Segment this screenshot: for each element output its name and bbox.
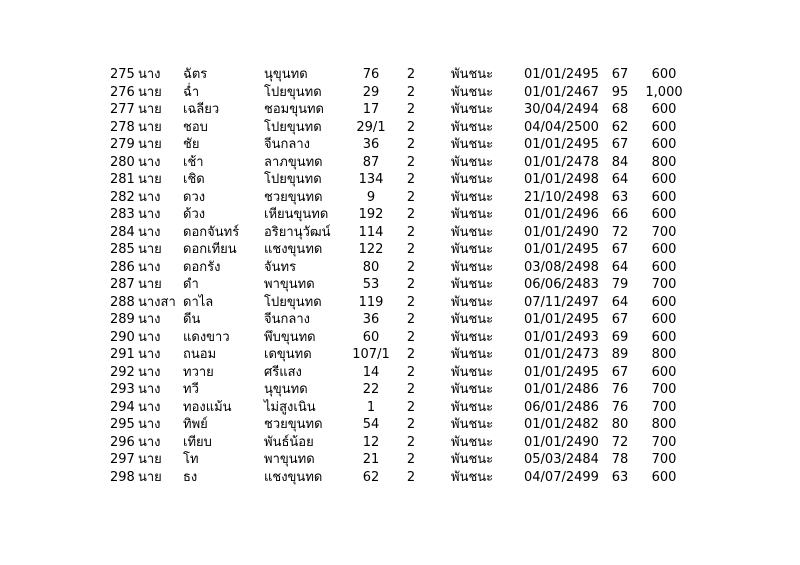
village-number-cell: 2 bbox=[406, 382, 416, 397]
village-number-cell: 2 bbox=[406, 364, 416, 380]
birth-date-cell: 06/01/2486 bbox=[524, 399, 599, 415]
age-cell: 62 bbox=[611, 119, 629, 135]
table-row bbox=[0, 364, 800, 382]
allowance-amount-cell: 800 bbox=[651, 347, 677, 362]
surname-cell: ไม่สูงเนิน bbox=[264, 399, 316, 415]
row-number-cell: 277 bbox=[110, 102, 135, 117]
age-cell: 67 bbox=[611, 312, 629, 327]
birth-date-cell: 05/03/2484 bbox=[524, 452, 599, 467]
surname-cell: อริยานุวัฒน์ bbox=[264, 224, 331, 240]
age-cell: 64 bbox=[611, 259, 629, 275]
village-number-cell: 2 bbox=[406, 242, 416, 257]
title-prefix-cell: นาง bbox=[138, 154, 161, 170]
house-number-cell: 122 bbox=[358, 242, 384, 257]
village-number-cell: 2 bbox=[406, 329, 416, 345]
table-row bbox=[0, 136, 800, 154]
village-number-cell: 2 bbox=[406, 347, 416, 362]
subdistrict-cell: พันชนะ bbox=[451, 294, 494, 310]
age-cell: 66 bbox=[611, 207, 629, 222]
birth-date-cell: 01/01/2495 bbox=[524, 242, 599, 257]
age-cell: 64 bbox=[611, 294, 629, 310]
birth-date-cell: 30/04/2494 bbox=[524, 102, 599, 117]
surname-cell: แชงขุนทด bbox=[264, 469, 323, 485]
village-number-cell: 2 bbox=[406, 434, 416, 450]
first-name-cell: ทวี bbox=[183, 382, 199, 397]
first-name-cell: ดาไล bbox=[183, 294, 214, 310]
title-prefix-cell: นาย bbox=[138, 137, 162, 152]
row-number-cell: 286 bbox=[110, 259, 135, 275]
first-name-cell: ทองแม้น bbox=[183, 399, 232, 415]
title-prefix-cell: นาง bbox=[138, 417, 161, 432]
village-number-cell: 2 bbox=[406, 154, 416, 170]
subdistrict-cell: พันชนะ bbox=[451, 172, 494, 187]
age-cell: 63 bbox=[611, 189, 629, 205]
table-row bbox=[0, 381, 800, 399]
surname-cell: โปยขุนทด bbox=[264, 119, 322, 135]
title-prefix-cell: นาย bbox=[138, 452, 162, 467]
house-number-cell: 12 bbox=[362, 434, 380, 450]
birth-date-cell: 01/01/2495 bbox=[524, 137, 599, 152]
birth-date-cell: 01/01/2495 bbox=[524, 312, 599, 327]
surname-cell: พึบขุนทด bbox=[264, 329, 316, 345]
subdistrict-cell: พันชนะ bbox=[451, 154, 494, 170]
row-number-cell: 290 bbox=[110, 329, 135, 345]
surname-cell: เหียนขุนทด bbox=[264, 207, 329, 222]
first-name-cell: ชัย bbox=[183, 137, 200, 152]
house-number-cell: 114 bbox=[358, 224, 384, 240]
age-cell: 67 bbox=[611, 364, 629, 380]
title-prefix-cell: นาง bbox=[138, 67, 161, 82]
birth-date-cell: 21/10/2498 bbox=[524, 189, 599, 205]
age-cell: 80 bbox=[611, 417, 629, 432]
title-prefix-cell: นาย bbox=[138, 102, 162, 117]
age-cell: 89 bbox=[611, 347, 629, 362]
first-name-cell: เทียบ bbox=[183, 434, 212, 450]
age-cell: 76 bbox=[611, 399, 629, 415]
subdistrict-cell: พันชนะ bbox=[451, 434, 494, 450]
age-cell: 64 bbox=[611, 172, 629, 187]
village-number-cell: 2 bbox=[406, 224, 416, 240]
village-number-cell: 2 bbox=[406, 469, 416, 485]
surname-cell: นุขุนทด bbox=[264, 67, 308, 82]
allowance-amount-cell: 700 bbox=[651, 382, 677, 397]
house-number-cell: 134 bbox=[358, 172, 384, 187]
subdistrict-cell: พันชนะ bbox=[451, 347, 494, 362]
birth-date-cell: 04/04/2500 bbox=[524, 119, 599, 135]
house-number-cell: 76 bbox=[362, 67, 380, 82]
subdistrict-cell: พันชนะ bbox=[451, 364, 494, 380]
allowance-amount-cell: 600 bbox=[651, 207, 677, 222]
allowance-amount-cell: 800 bbox=[651, 154, 677, 170]
surname-cell: ลาภขุนทด bbox=[264, 154, 323, 170]
surname-cell: จีนกลาง bbox=[264, 137, 310, 152]
birth-date-cell: 01/01/2473 bbox=[524, 347, 599, 362]
title-prefix-cell: นาย bbox=[138, 277, 162, 292]
table-row bbox=[0, 66, 800, 84]
surname-cell: โปยขุนทด bbox=[264, 172, 322, 187]
first-name-cell: ดอกรัง bbox=[183, 259, 221, 275]
title-prefix-cell: นาง bbox=[138, 207, 161, 222]
table-row bbox=[0, 311, 800, 329]
row-number-cell: 291 bbox=[110, 347, 135, 362]
allowance-amount-cell: 600 bbox=[651, 294, 677, 310]
first-name-cell: ดวง bbox=[183, 189, 206, 205]
village-number-cell: 2 bbox=[406, 452, 416, 467]
first-name-cell: ธง bbox=[183, 469, 198, 485]
birth-date-cell: 06/06/2483 bbox=[524, 277, 599, 292]
subdistrict-cell: พันชนะ bbox=[451, 67, 494, 82]
house-number-cell: 1 bbox=[366, 399, 376, 415]
birth-date-cell: 04/07/2499 bbox=[524, 469, 599, 485]
age-cell: 79 bbox=[611, 277, 629, 292]
birth-date-cell: 01/01/2495 bbox=[524, 67, 599, 82]
first-name-cell: ถนอม bbox=[183, 347, 217, 362]
title-prefix-cell: นาง bbox=[138, 347, 161, 362]
subdistrict-cell: พันชนะ bbox=[451, 102, 494, 117]
village-number-cell: 2 bbox=[406, 312, 416, 327]
first-name-cell: ฉัตร bbox=[183, 67, 208, 82]
row-number-cell: 281 bbox=[110, 172, 135, 187]
birth-date-cell: 01/01/2478 bbox=[524, 154, 599, 170]
birth-date-cell: 01/01/2490 bbox=[524, 434, 599, 450]
allowance-amount-cell: 700 bbox=[651, 224, 677, 240]
first-name-cell: ดีน bbox=[183, 312, 201, 327]
birth-date-cell: 01/01/2495 bbox=[524, 364, 599, 380]
row-number-cell: 280 bbox=[110, 154, 135, 170]
table-row bbox=[0, 451, 800, 469]
house-number-cell: 29/1 bbox=[356, 119, 386, 135]
title-prefix-cell: นาง bbox=[138, 224, 161, 240]
allowance-amount-cell: 600 bbox=[651, 102, 677, 117]
row-number-cell: 287 bbox=[110, 277, 135, 292]
table-row bbox=[0, 346, 800, 364]
row-number-cell: 276 bbox=[110, 84, 135, 100]
age-cell: 67 bbox=[611, 67, 629, 82]
allowance-amount-cell: 700 bbox=[651, 399, 677, 415]
row-number-cell: 282 bbox=[110, 189, 135, 205]
table-row bbox=[0, 399, 800, 417]
title-prefix-cell: นาง bbox=[138, 329, 161, 345]
birth-date-cell: 07/11/2497 bbox=[524, 294, 599, 310]
subdistrict-cell: พันชนะ bbox=[451, 224, 494, 240]
row-number-cell: 289 bbox=[110, 312, 135, 327]
house-number-cell: 87 bbox=[362, 154, 380, 170]
village-number-cell: 2 bbox=[406, 207, 416, 222]
allowance-amount-cell: 700 bbox=[651, 434, 677, 450]
subdistrict-cell: พันชนะ bbox=[451, 259, 494, 275]
surname-cell: โปยขุนทด bbox=[264, 294, 322, 310]
row-number-cell: 293 bbox=[110, 382, 135, 397]
title-prefix-cell: นาง bbox=[138, 399, 161, 415]
first-name-cell: โท bbox=[183, 452, 199, 467]
title-prefix-cell: นาง bbox=[138, 259, 161, 275]
table-row bbox=[0, 434, 800, 452]
table-row bbox=[0, 224, 800, 242]
surname-cell: ชอมขุนทด bbox=[264, 102, 324, 117]
first-name-cell: ดอกจันทร์ bbox=[183, 224, 240, 240]
surname-cell: เดขุนทด bbox=[264, 347, 312, 362]
table-row bbox=[0, 84, 800, 102]
table-row bbox=[0, 241, 800, 259]
allowance-amount-cell: 600 bbox=[651, 189, 677, 205]
house-number-cell: 14 bbox=[362, 364, 380, 380]
allowance-amount-cell: 600 bbox=[651, 469, 677, 485]
birth-date-cell: 01/01/2496 bbox=[524, 207, 599, 222]
row-number-cell: 295 bbox=[110, 417, 135, 432]
table-row bbox=[0, 276, 800, 294]
age-cell: 69 bbox=[611, 329, 629, 345]
row-number-cell: 297 bbox=[110, 452, 135, 467]
row-number-cell: 275 bbox=[110, 67, 135, 82]
birth-date-cell: 01/01/2482 bbox=[524, 417, 599, 432]
allowance-amount-cell: 600 bbox=[651, 259, 677, 275]
title-prefix-cell: นาย bbox=[138, 119, 162, 135]
house-number-cell: 29 bbox=[362, 84, 380, 100]
village-number-cell: 2 bbox=[406, 137, 416, 152]
title-prefix-cell: นาง bbox=[138, 312, 161, 327]
subdistrict-cell: พันชนะ bbox=[451, 469, 494, 485]
table-row bbox=[0, 416, 800, 434]
title-prefix-cell: นางสา bbox=[138, 294, 176, 310]
allowance-amount-cell: 600 bbox=[651, 67, 677, 82]
allowance-amount-cell: 600 bbox=[651, 137, 677, 152]
village-number-cell: 2 bbox=[406, 277, 416, 292]
subdistrict-cell: พันชนะ bbox=[451, 277, 494, 292]
table-row bbox=[0, 119, 800, 137]
allowance-amount-cell: 600 bbox=[651, 364, 677, 380]
age-cell: 78 bbox=[611, 452, 629, 467]
title-prefix-cell: นาง bbox=[138, 382, 161, 397]
first-name-cell: ชอบ bbox=[183, 119, 208, 135]
age-cell: 72 bbox=[611, 224, 629, 240]
allowance-amount-cell: 700 bbox=[651, 452, 677, 467]
first-name-cell: เช้า bbox=[183, 154, 204, 170]
subdistrict-cell: พันชนะ bbox=[451, 84, 494, 100]
birth-date-cell: 01/01/2490 bbox=[524, 224, 599, 240]
birth-date-cell: 01/01/2467 bbox=[524, 84, 599, 100]
title-prefix-cell: นาย bbox=[138, 242, 162, 257]
age-cell: 95 bbox=[611, 84, 629, 100]
age-cell: 67 bbox=[611, 242, 629, 257]
house-number-cell: 36 bbox=[362, 137, 380, 152]
table-row bbox=[0, 259, 800, 277]
house-number-cell: 36 bbox=[362, 312, 380, 327]
birth-date-cell: 01/01/2486 bbox=[524, 382, 599, 397]
subdistrict-cell: พันชนะ bbox=[451, 312, 494, 327]
first-name-cell: ทิพย์ bbox=[183, 417, 208, 432]
table-row bbox=[0, 189, 800, 207]
village-number-cell: 2 bbox=[406, 172, 416, 187]
row-number-cell: 296 bbox=[110, 434, 135, 450]
subdistrict-cell: พันชนะ bbox=[451, 452, 494, 467]
table-row bbox=[0, 171, 800, 189]
row-number-cell: 298 bbox=[110, 469, 135, 485]
title-prefix-cell: นาง bbox=[138, 434, 161, 450]
birth-date-cell: 01/01/2498 bbox=[524, 172, 599, 187]
house-number-cell: 54 bbox=[362, 417, 380, 432]
subdistrict-cell: พันชนะ bbox=[451, 382, 494, 397]
age-cell: 67 bbox=[611, 137, 629, 152]
village-number-cell: 2 bbox=[406, 84, 416, 100]
house-number-cell: 192 bbox=[358, 207, 384, 222]
allowance-amount-cell: 600 bbox=[651, 329, 677, 345]
age-cell: 63 bbox=[611, 469, 629, 485]
house-number-cell: 53 bbox=[362, 277, 380, 292]
house-number-cell: 60 bbox=[362, 329, 380, 345]
surname-cell: ชวยขุนทด bbox=[264, 189, 323, 205]
village-number-cell: 2 bbox=[406, 102, 416, 117]
surname-cell: จีนกลาง bbox=[264, 312, 310, 327]
first-name-cell: ทวาย bbox=[183, 364, 214, 380]
row-number-cell: 294 bbox=[110, 399, 135, 415]
age-cell: 68 bbox=[611, 102, 629, 117]
subdistrict-cell: พันชนะ bbox=[451, 329, 494, 345]
title-prefix-cell: นาย bbox=[138, 84, 162, 100]
allowance-amount-cell: 800 bbox=[651, 417, 677, 432]
surname-cell: นุขุนทด bbox=[264, 382, 308, 397]
subdistrict-cell: พันชนะ bbox=[451, 207, 494, 222]
house-number-cell: 119 bbox=[358, 294, 384, 310]
row-number-cell: 285 bbox=[110, 242, 135, 257]
first-name-cell: เฉลียว bbox=[183, 102, 220, 117]
surname-cell: จันทร bbox=[264, 259, 297, 275]
house-number-cell: 22 bbox=[362, 382, 380, 397]
table-row bbox=[0, 101, 800, 119]
table-row bbox=[0, 329, 800, 347]
row-number-cell: 288 bbox=[110, 294, 135, 310]
allowance-amount-cell: 600 bbox=[651, 242, 677, 257]
row-number-cell: 283 bbox=[110, 207, 135, 222]
row-number-cell: 284 bbox=[110, 224, 135, 240]
house-number-cell: 21 bbox=[362, 452, 380, 467]
first-name-cell: แดงขาว bbox=[183, 329, 230, 345]
birth-date-cell: 01/01/2493 bbox=[524, 329, 599, 345]
village-number-cell: 2 bbox=[406, 119, 416, 135]
row-number-cell: 279 bbox=[110, 137, 135, 152]
surname-cell: พันธ์น้อย bbox=[264, 434, 314, 450]
house-number-cell: 9 bbox=[366, 189, 376, 205]
subdistrict-cell: พันชนะ bbox=[451, 242, 494, 257]
birth-date-cell: 03/08/2498 bbox=[524, 259, 599, 275]
table-row bbox=[0, 154, 800, 172]
surname-cell: ชวยขุนทด bbox=[264, 417, 323, 432]
house-number-cell: 107/1 bbox=[352, 347, 390, 362]
table-row bbox=[0, 206, 800, 224]
village-number-cell: 2 bbox=[406, 67, 416, 82]
title-prefix-cell: นาง bbox=[138, 364, 161, 380]
subdistrict-cell: พันชนะ bbox=[451, 119, 494, 135]
house-number-cell: 17 bbox=[362, 102, 380, 117]
subdistrict-cell: พันชนะ bbox=[451, 417, 494, 432]
table-row bbox=[0, 469, 800, 487]
first-name-cell: ดำ bbox=[183, 277, 199, 292]
age-cell: 84 bbox=[611, 154, 629, 170]
allowance-amount-cell: 600 bbox=[651, 119, 677, 135]
first-name-cell: เชิด bbox=[183, 172, 205, 187]
house-number-cell: 62 bbox=[362, 469, 380, 485]
surname-cell: ศรีแสง bbox=[264, 364, 302, 380]
data-table bbox=[0, 66, 800, 486]
title-prefix-cell: นาย bbox=[138, 172, 162, 187]
village-number-cell: 2 bbox=[406, 259, 416, 275]
village-number-cell: 2 bbox=[406, 399, 416, 415]
first-name-cell: ฉ่ำ bbox=[183, 84, 200, 100]
first-name-cell: ดอกเทียน bbox=[183, 242, 237, 257]
first-name-cell: ด้วง bbox=[183, 207, 206, 222]
village-number-cell: 2 bbox=[406, 294, 416, 310]
age-cell: 76 bbox=[611, 382, 629, 397]
subdistrict-cell: พันชนะ bbox=[451, 399, 494, 415]
subdistrict-cell: พันชนะ bbox=[451, 189, 494, 205]
allowance-amount-cell: 700 bbox=[651, 277, 677, 292]
surname-cell: แชงขุนทด bbox=[264, 242, 323, 257]
allowance-amount-cell: 1,000 bbox=[645, 84, 683, 100]
age-cell: 72 bbox=[611, 434, 629, 450]
allowance-amount-cell: 600 bbox=[651, 172, 677, 187]
village-number-cell: 2 bbox=[406, 417, 416, 432]
row-number-cell: 278 bbox=[110, 119, 135, 135]
village-number-cell: 2 bbox=[406, 189, 416, 205]
table-row bbox=[0, 294, 800, 312]
allowance-amount-cell: 600 bbox=[651, 312, 677, 327]
surname-cell: พาขุนทด bbox=[264, 277, 315, 292]
row-number-cell: 292 bbox=[110, 364, 135, 380]
surname-cell: โปยขุนทด bbox=[264, 84, 322, 100]
house-number-cell: 80 bbox=[362, 259, 380, 275]
subdistrict-cell: พันชนะ bbox=[451, 137, 494, 152]
surname-cell: พาขุนทด bbox=[264, 452, 315, 467]
title-prefix-cell: นาย bbox=[138, 469, 162, 485]
title-prefix-cell: นาง bbox=[138, 189, 161, 205]
